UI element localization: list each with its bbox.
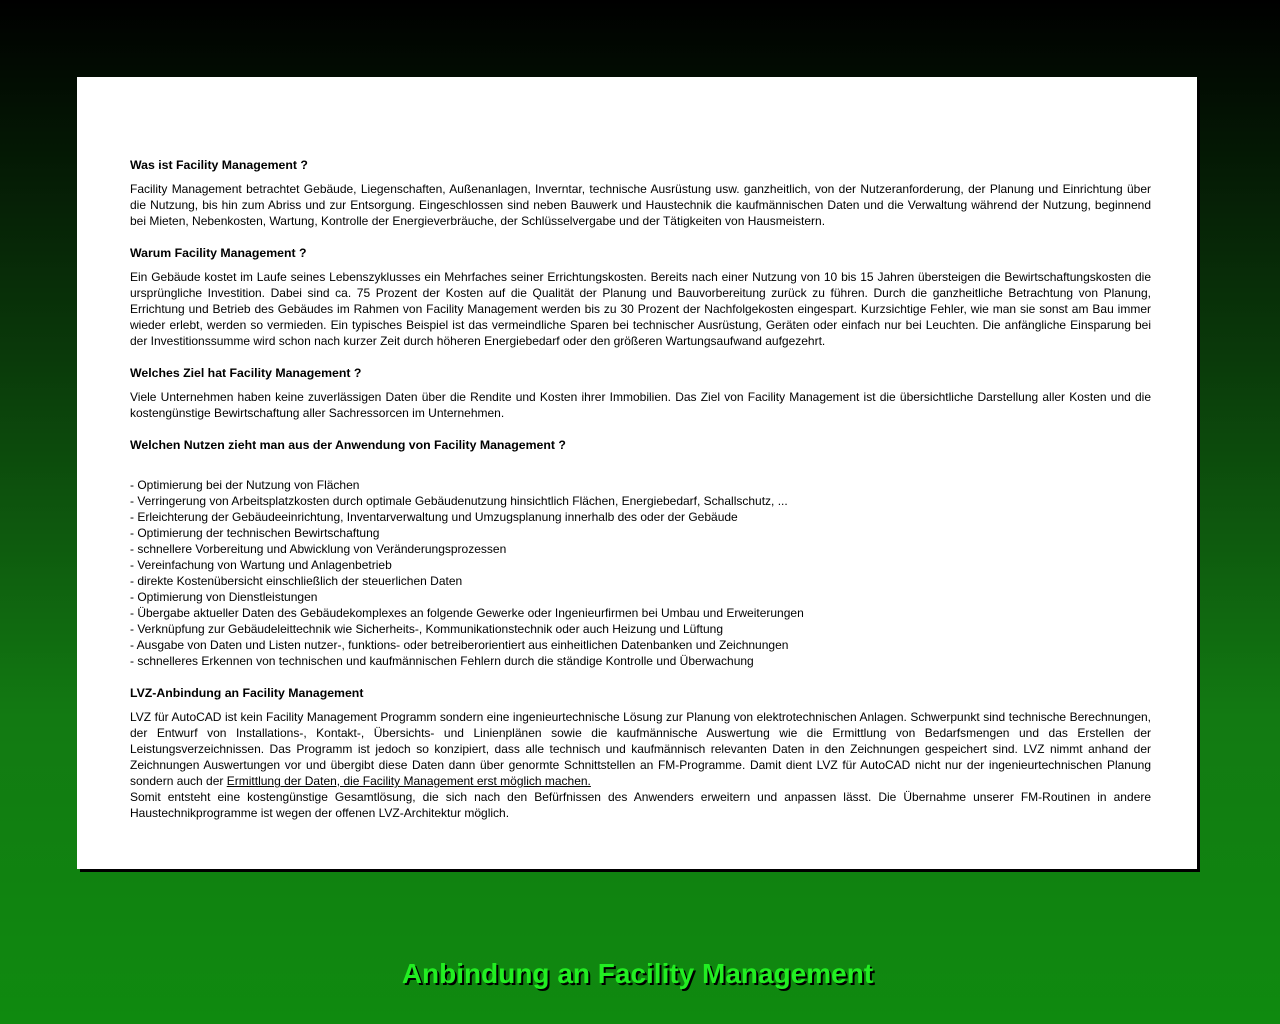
- list-item: - Optimierung von Dienstleistungen: [130, 590, 318, 604]
- list-item: - Ausgabe von Daten und Listen nutzer-, funktions- oder betreiberorientiert aus einheitlichen Datenbanken und Zeichnungen: [130, 638, 789, 652]
- list-item: - schnelleres Erkennen von technischen und kaufmännischen Fehlern durch die ständige Kontrolle und Überwachung: [130, 654, 754, 668]
- section-heading-goal: Welches Ziel hat Facility Management ?: [130, 366, 362, 380]
- lvz-text-underlined: Ermittlung der Daten, die Facility Management erst möglich machen.: [226, 774, 591, 788]
- section-heading-what: Was ist Facility Management ?: [130, 158, 308, 172]
- list-item: - Optimierung bei der Nutzung von Flächen: [130, 478, 360, 492]
- section-text-what: Facility Management betrachtet Gebäude, Liegenschaften, Außenanlagen, Inverntar, technische Ausrüstung usw. ganzheitlich, von der Nutzeranforderung, der Planung und Einrichtung über die Nutzung, bis hin zum Abriss und zur Entsorgung. Eingeschlossen sind neben Bauwerk und Haustechnik die kaufmännischen Daten und die Verwaltung während der Nutzung, beginnend bei Mieten, Nebenkosten, Wartung, Kontrolle der Energieverbräuche, der Schlüsselvergabe und der Tätigkeiten von Hausmeistern.: [130, 182, 1151, 228]
- list-item: - Verknüpfung zur Gebäudeleittechnik wie Sicherheits-, Kommunikationstechnik oder auch Heizung und Lüftung: [130, 622, 724, 636]
- section-text-why: Ein Gebäude kostet im Laufe seines Lebenszyklusses ein Mehrfaches seiner Errichtungskosten. Bereits nach einer Nutzung von 10 bis 15 Jahren übersteigen die Bewirtschaftungskosten die ursprüngliche Investition. Dabei sind ca. 75 Prozent der Kosten auf die Qualität der Planung und Bauvorbereitung zurück zu führen. Durch die ganzheitliche Betrachtung von Planung, Errichtung und Betrieb des Gebäudes im Rahmen von Facility Management werden bis zu 30 Prozent der Nachfolgekosten eingespart. Kurzsichtige Fehler, wie man sie sonst am Bau immer wieder erlebt, werden so vermieden. Ein typisches Beispiel ist das vermeindliche Sparen bei technischer Ausrüstung, Geräten oder einfach nur bei Leuchten. Die anfängliche Einsparung bei der Investitionssumme wird schon nach kurzer Zeit durch höheren Energiebedarf oder den größeren Wartungsaufwand aufgezehrt.: [130, 270, 1151, 348]
- list-item: - Optimierung der technischen Bewirtschaftung: [130, 526, 380, 540]
- document-page: [77, 77, 1197, 869]
- list-item: - Verringerung von Arbeitsplatzkosten durch optimale Gebäudenutzung hinsichtlich Flächen, Energiebedarf, Schallschutz, ...: [130, 494, 788, 508]
- lvz-text-part-b: Somit entsteht eine kostengünstige Gesamtlösung, die sich nach den Befürfnissen des Anwenders erweitern und anpassen lässt. Die Übernahme unserer FM-Routinen in andere Haustechnikprogramme ist wegen der offenen LVZ-Architektur möglich.: [130, 790, 1151, 820]
- lvz-text: [130, 709, 1151, 821]
- document-content: [130, 157, 1151, 837]
- lvz-heading: LVZ-Anbindung an Facility Management: [130, 686, 364, 700]
- spacer: [130, 677, 1151, 685]
- list-item: - Übergabe aktueller Daten des Gebäudekomplexes an folgende Gewerke oder Ingenieurfirmen bei Umbau und Erweiterungen: [130, 606, 804, 620]
- list-item: - Vereinfachung von Wartung und Anlagenbetrieb: [130, 558, 392, 572]
- list-item: - direkte Kostenübersicht einschließlich der steuerlichen Daten: [130, 574, 463, 588]
- section-heading-why: Warum Facility Management ?: [130, 246, 307, 260]
- lvz-text-part-a: LVZ für AutoCAD ist kein Facility Management Programm sondern eine ingenieurtechnische Lösung zur Planung von elektrotechnischen Anlagen. Schwerpunkt sind technische Berechnungen, der Entwurf von Installations-, Kontakt-, Übersichts- und Linienplänen sowie die kaufmännische Auswertung wie die Ermittlung von Bedarfsmengen und das Erstellen der Leistungsverzeichnissen. Das Programm ist jedoch so konzipiert, dass alle technisch und kaufmännisch relevanten Daten in den Zeichnungen gespeichert sind. LVZ nimmt anhand der Zeichnungen Auswertungen vor und übergibt diese Daten dann über genormte Schnittstellen an FM-Programme. Damit dient LVZ für AutoCAD nicht nur der ingenieurtechnischen Planung sondern auch der: [130, 710, 1151, 788]
- section-text-goal: Viele Unternehmen haben keine zuverlässigen Daten über die Rendite und Kosten ihrer Immobilien. Das Ziel von Facility Management ist die übersichtliche Darstellung aller Kosten und die kostengünstige Bewirtschaftung aller Sachressorcen im Unternehmen.: [130, 390, 1151, 420]
- list-item: - Erleichterung der Gebäudeeinrichtung, Inventarverwaltung und Umzugsplanung innerhalb des oder der Gebäude: [130, 510, 738, 524]
- list-item: - schnellere Vorbereitung und Abwicklung von Veränderungsprozessen: [130, 542, 507, 556]
- spacer: [130, 461, 1151, 477]
- footer-title: Anbindung an Facility Management: [401, 958, 874, 989]
- benefits-heading: Welchen Nutzen zieht man aus der Anwendung von Facility Management ?: [130, 438, 566, 452]
- benefits-list: [130, 477, 1151, 669]
